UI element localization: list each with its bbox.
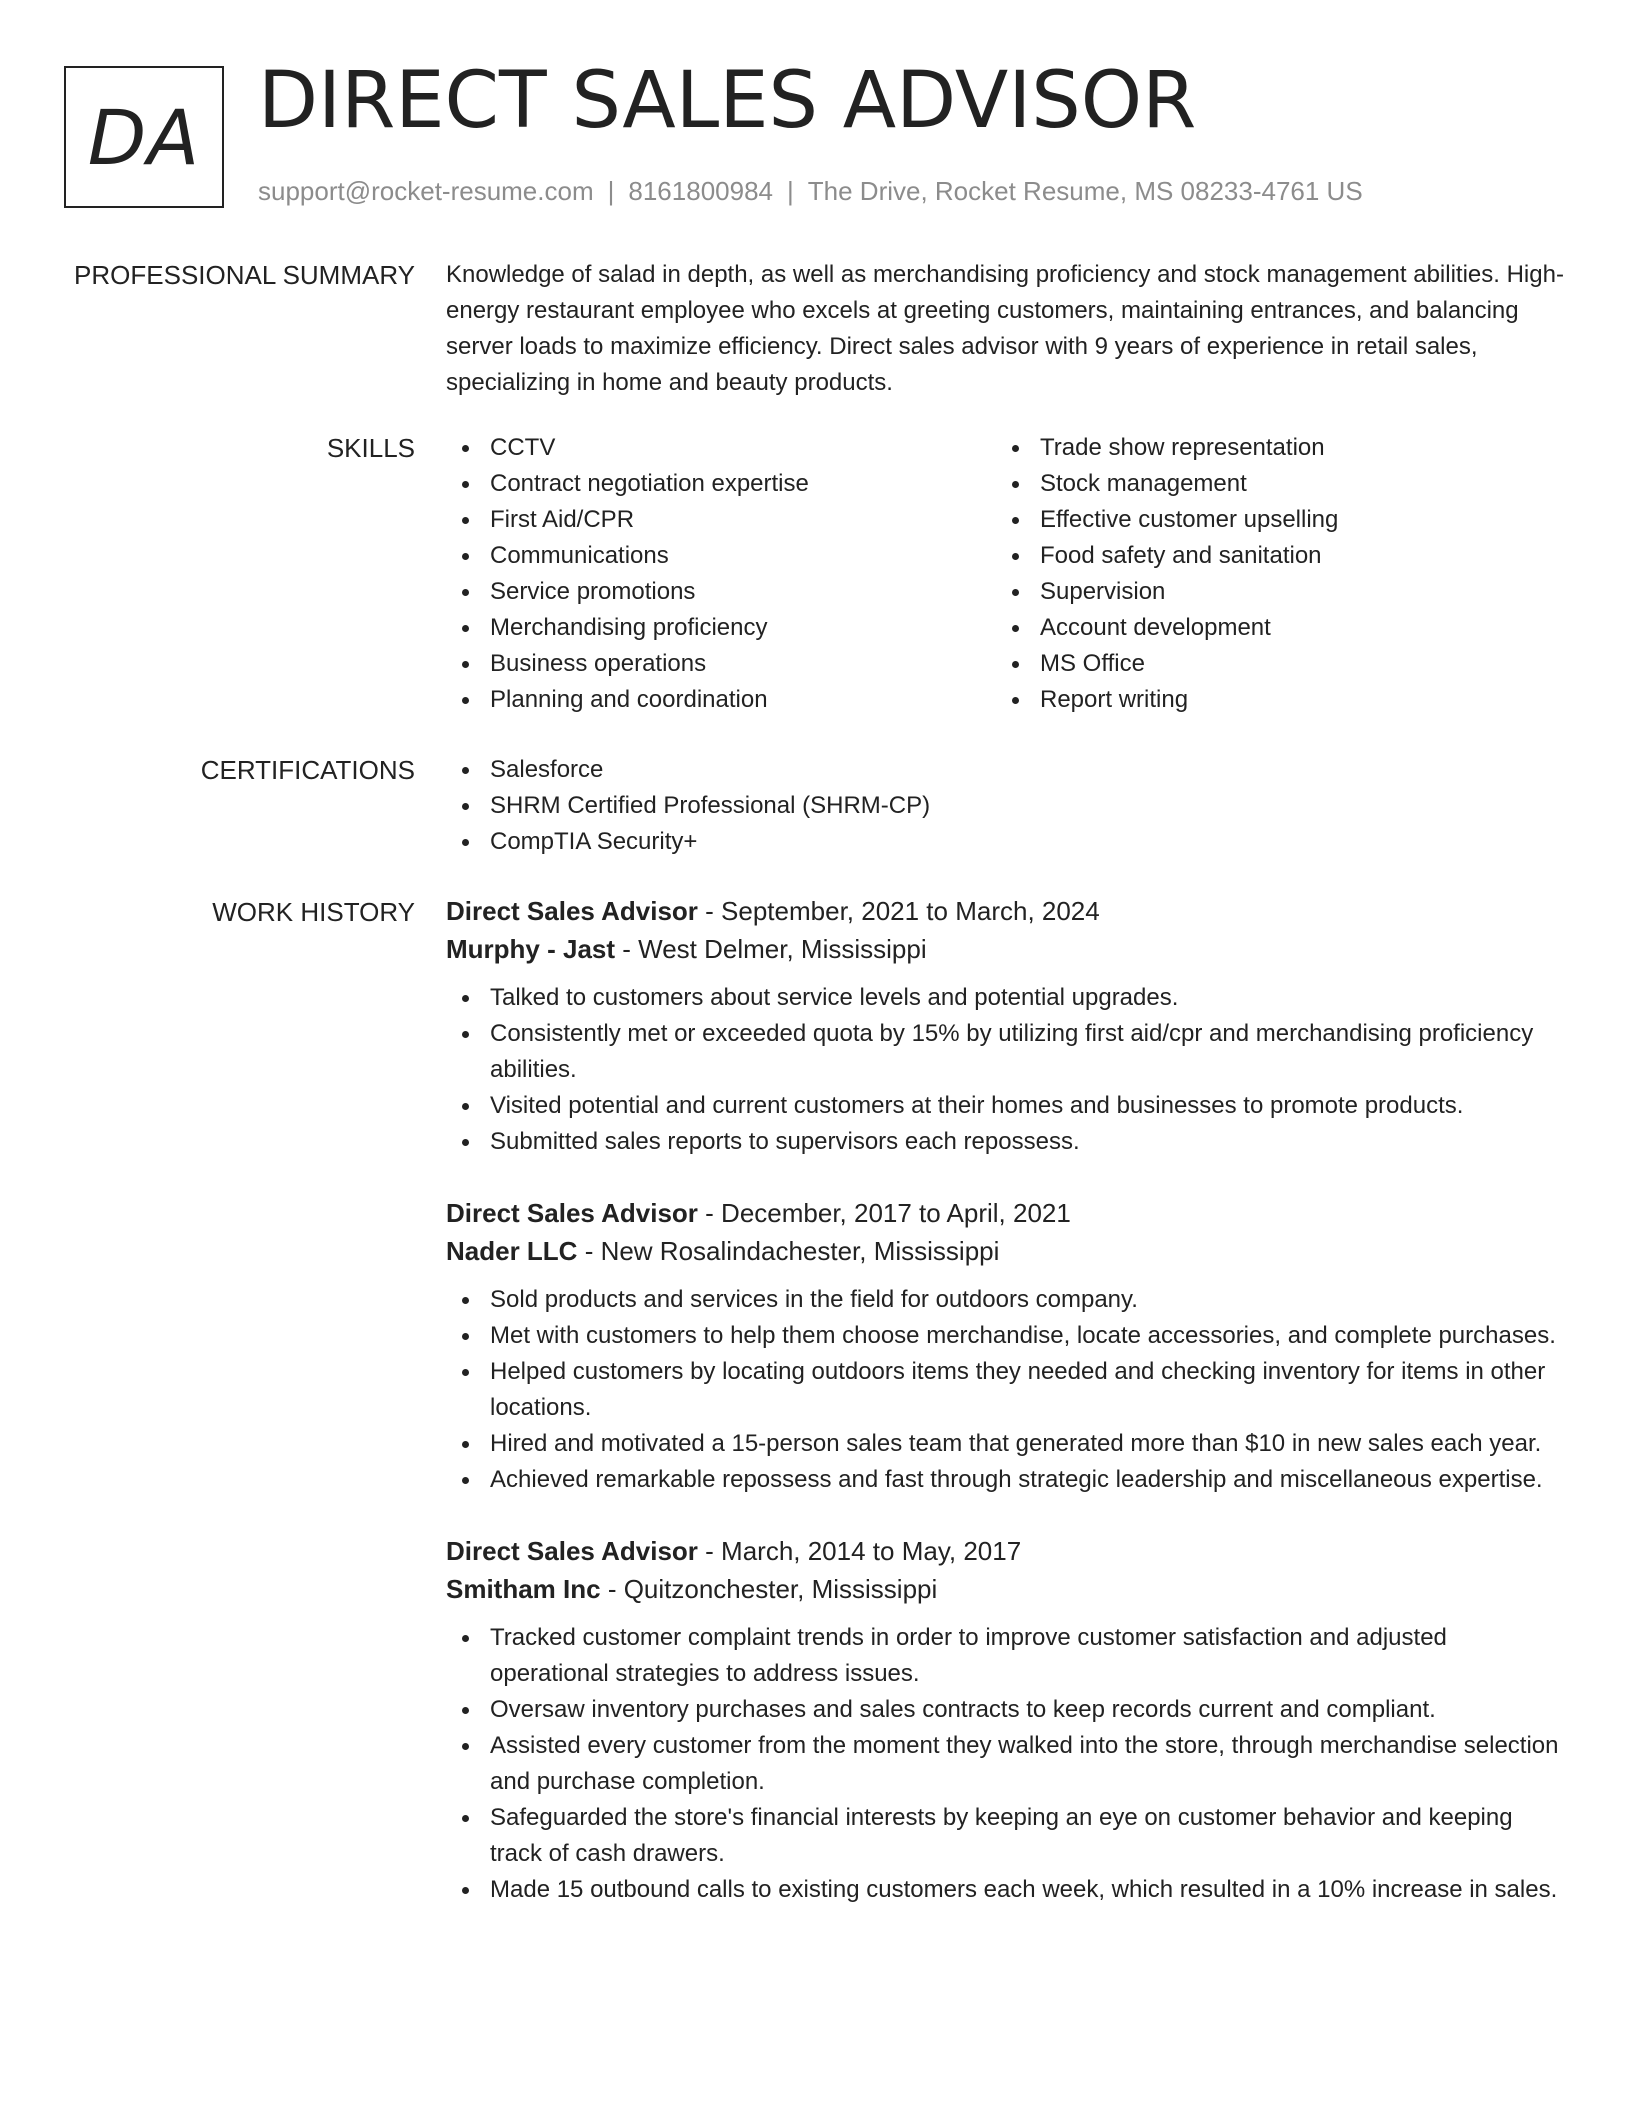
skills-body: [446, 430, 1566, 718]
job-bullets: [446, 1282, 1566, 1498]
job-location: - New Rosalindachester, Mississippi: [577, 1236, 1000, 1266]
contact-address: The Drive, Rocket Resume, MS 08233-4761 US: [807, 176, 1363, 206]
skill-item: Report writing: [996, 682, 1546, 718]
contact-line: [258, 174, 1363, 208]
summary-text: Knowledge of salad in depth, as well as merchandising proficiency and stock management abilities. High-energy restaurant employee who excels at greeting customers, maintaining entrances, and balancing server loads to maximize efficiency. Direct sales advisor with 9 years of experience in retail sales, specializing in home and beauty products.: [446, 261, 1564, 396]
skill-item: MS Office: [996, 646, 1546, 682]
job-location: - Quitzonchester, Mississippi: [600, 1574, 938, 1604]
skill-item: Effective customer upselling: [996, 502, 1546, 538]
skill-item: Business operations: [446, 646, 996, 682]
summary-body: [446, 257, 1566, 401]
contact-email: support@rocket-resume.com: [258, 176, 594, 206]
job-bullets: [446, 980, 1566, 1160]
contact-separator: |: [787, 176, 794, 206]
skill-item: Trade show representation: [996, 430, 1546, 466]
skill-item: First Aid/CPR: [446, 502, 996, 538]
skill-item: Communications: [446, 538, 996, 574]
work-history-heading: WORK HISTORY: [212, 897, 415, 927]
certification-item: SHRM Certified Professional (SHRM-CP): [446, 788, 1566, 824]
monogram-box: [64, 66, 224, 208]
job-bullet: Oversaw inventory purchases and sales contracts to keep records current and compliant.: [446, 1692, 1566, 1728]
job-entry: [446, 1532, 1566, 1908]
skills-heading: SKILLS: [326, 433, 415, 463]
contact-phone: 8161800984: [628, 176, 773, 206]
skill-item: Service promotions: [446, 574, 996, 610]
job-company: Nader LLC: [446, 1236, 578, 1266]
job-company-line: [446, 1570, 1566, 1608]
job-location: - West Delmer, Mississippi: [615, 934, 927, 964]
job-bullet: Talked to customers about service levels and potential upgrades.: [446, 980, 1566, 1016]
page-title: DIRECT SALES ADVISOR: [258, 56, 1197, 146]
job-bullet: Assisted every customer from the moment they walked into the store, through merchandise selection and purchase completion.: [446, 1728, 1566, 1800]
job-title-line: [446, 892, 1566, 930]
job-company-line: [446, 1232, 1566, 1270]
job-title-line: [446, 1532, 1566, 1570]
job-company: Murphy - Jast: [446, 934, 616, 964]
job-title: Direct Sales Advisor: [446, 1536, 698, 1566]
certifications-body: [446, 752, 1566, 860]
job-bullet: Safeguarded the store's financial interests by keeping an eye on customer behavior and keeping track of cash drawers.: [446, 1800, 1566, 1872]
work-history-body: [446, 892, 1566, 1942]
job-title: Direct Sales Advisor: [446, 896, 698, 926]
skill-item: Food safety and sanitation: [996, 538, 1546, 574]
job-title-line: [446, 1194, 1566, 1232]
job-bullet: Submitted sales reports to supervisors each repossess.: [446, 1124, 1566, 1160]
contact-separator: |: [607, 176, 615, 206]
job-bullet: Hired and motivated a 15-person sales team that generated more than $10 in new sales each year.: [446, 1426, 1566, 1462]
skill-item: CCTV: [446, 430, 996, 466]
job-bullet: Visited potential and current customers at their homes and businesses to promote products.: [446, 1088, 1566, 1124]
job-entry: [446, 1194, 1566, 1498]
skill-item: Account development: [996, 610, 1546, 646]
summary-heading: PROFESSIONAL SUMMARY: [74, 260, 415, 290]
skill-item: Planning and coordination: [446, 682, 996, 718]
skills-list-left: [446, 430, 996, 718]
job-bullet: Consistently met or exceeded quota by 15% by utilizing first aid/cpr and merchandising proficiency abilities.: [446, 1016, 1566, 1088]
certification-item: Salesforce: [446, 752, 1566, 788]
job-bullet: Tracked customer complaint trends in order to improve customer satisfaction and adjusted operational strategies to address issues.: [446, 1620, 1566, 1692]
job-dates: - September, 2021 to March, 2024: [697, 896, 1100, 926]
job-bullet: Helped customers by locating outdoors items they needed and checking inventory for items in other locations.: [446, 1354, 1566, 1426]
job-bullet: Made 15 outbound calls to existing customers each week, which resulted in a 10% increase in sales.: [446, 1872, 1566, 1908]
job-bullet: Achieved remarkable repossess and fast through strategic leadership and miscellaneous expertise.: [446, 1462, 1566, 1498]
skill-item: Contract negotiation expertise: [446, 466, 996, 502]
job-bullet: Sold products and services in the field for outdoors company.: [446, 1282, 1566, 1318]
skill-item: Merchandising proficiency: [446, 610, 996, 646]
skill-item: Stock management: [996, 466, 1546, 502]
job-bullet: Met with customers to help them choose merchandise, locate accessories, and complete purchases.: [446, 1318, 1566, 1354]
skill-item: Supervision: [996, 574, 1546, 610]
job-dates: - December, 2017 to April, 2021: [697, 1198, 1071, 1228]
monogram-initials: DA: [87, 92, 201, 182]
job-company-line: [446, 930, 1566, 968]
job-bullets: [446, 1620, 1566, 1908]
job-dates: - March, 2014 to May, 2017: [697, 1536, 1022, 1566]
job-company: Smitham Inc: [446, 1574, 601, 1604]
certifications-list: [446, 752, 1566, 860]
certification-item: CompTIA Security+: [446, 824, 1566, 860]
job-title: Direct Sales Advisor: [446, 1198, 698, 1228]
certifications-heading: CERTIFICATIONS: [200, 755, 415, 785]
job-entry: [446, 892, 1566, 1160]
skills-list-right: [996, 430, 1546, 718]
